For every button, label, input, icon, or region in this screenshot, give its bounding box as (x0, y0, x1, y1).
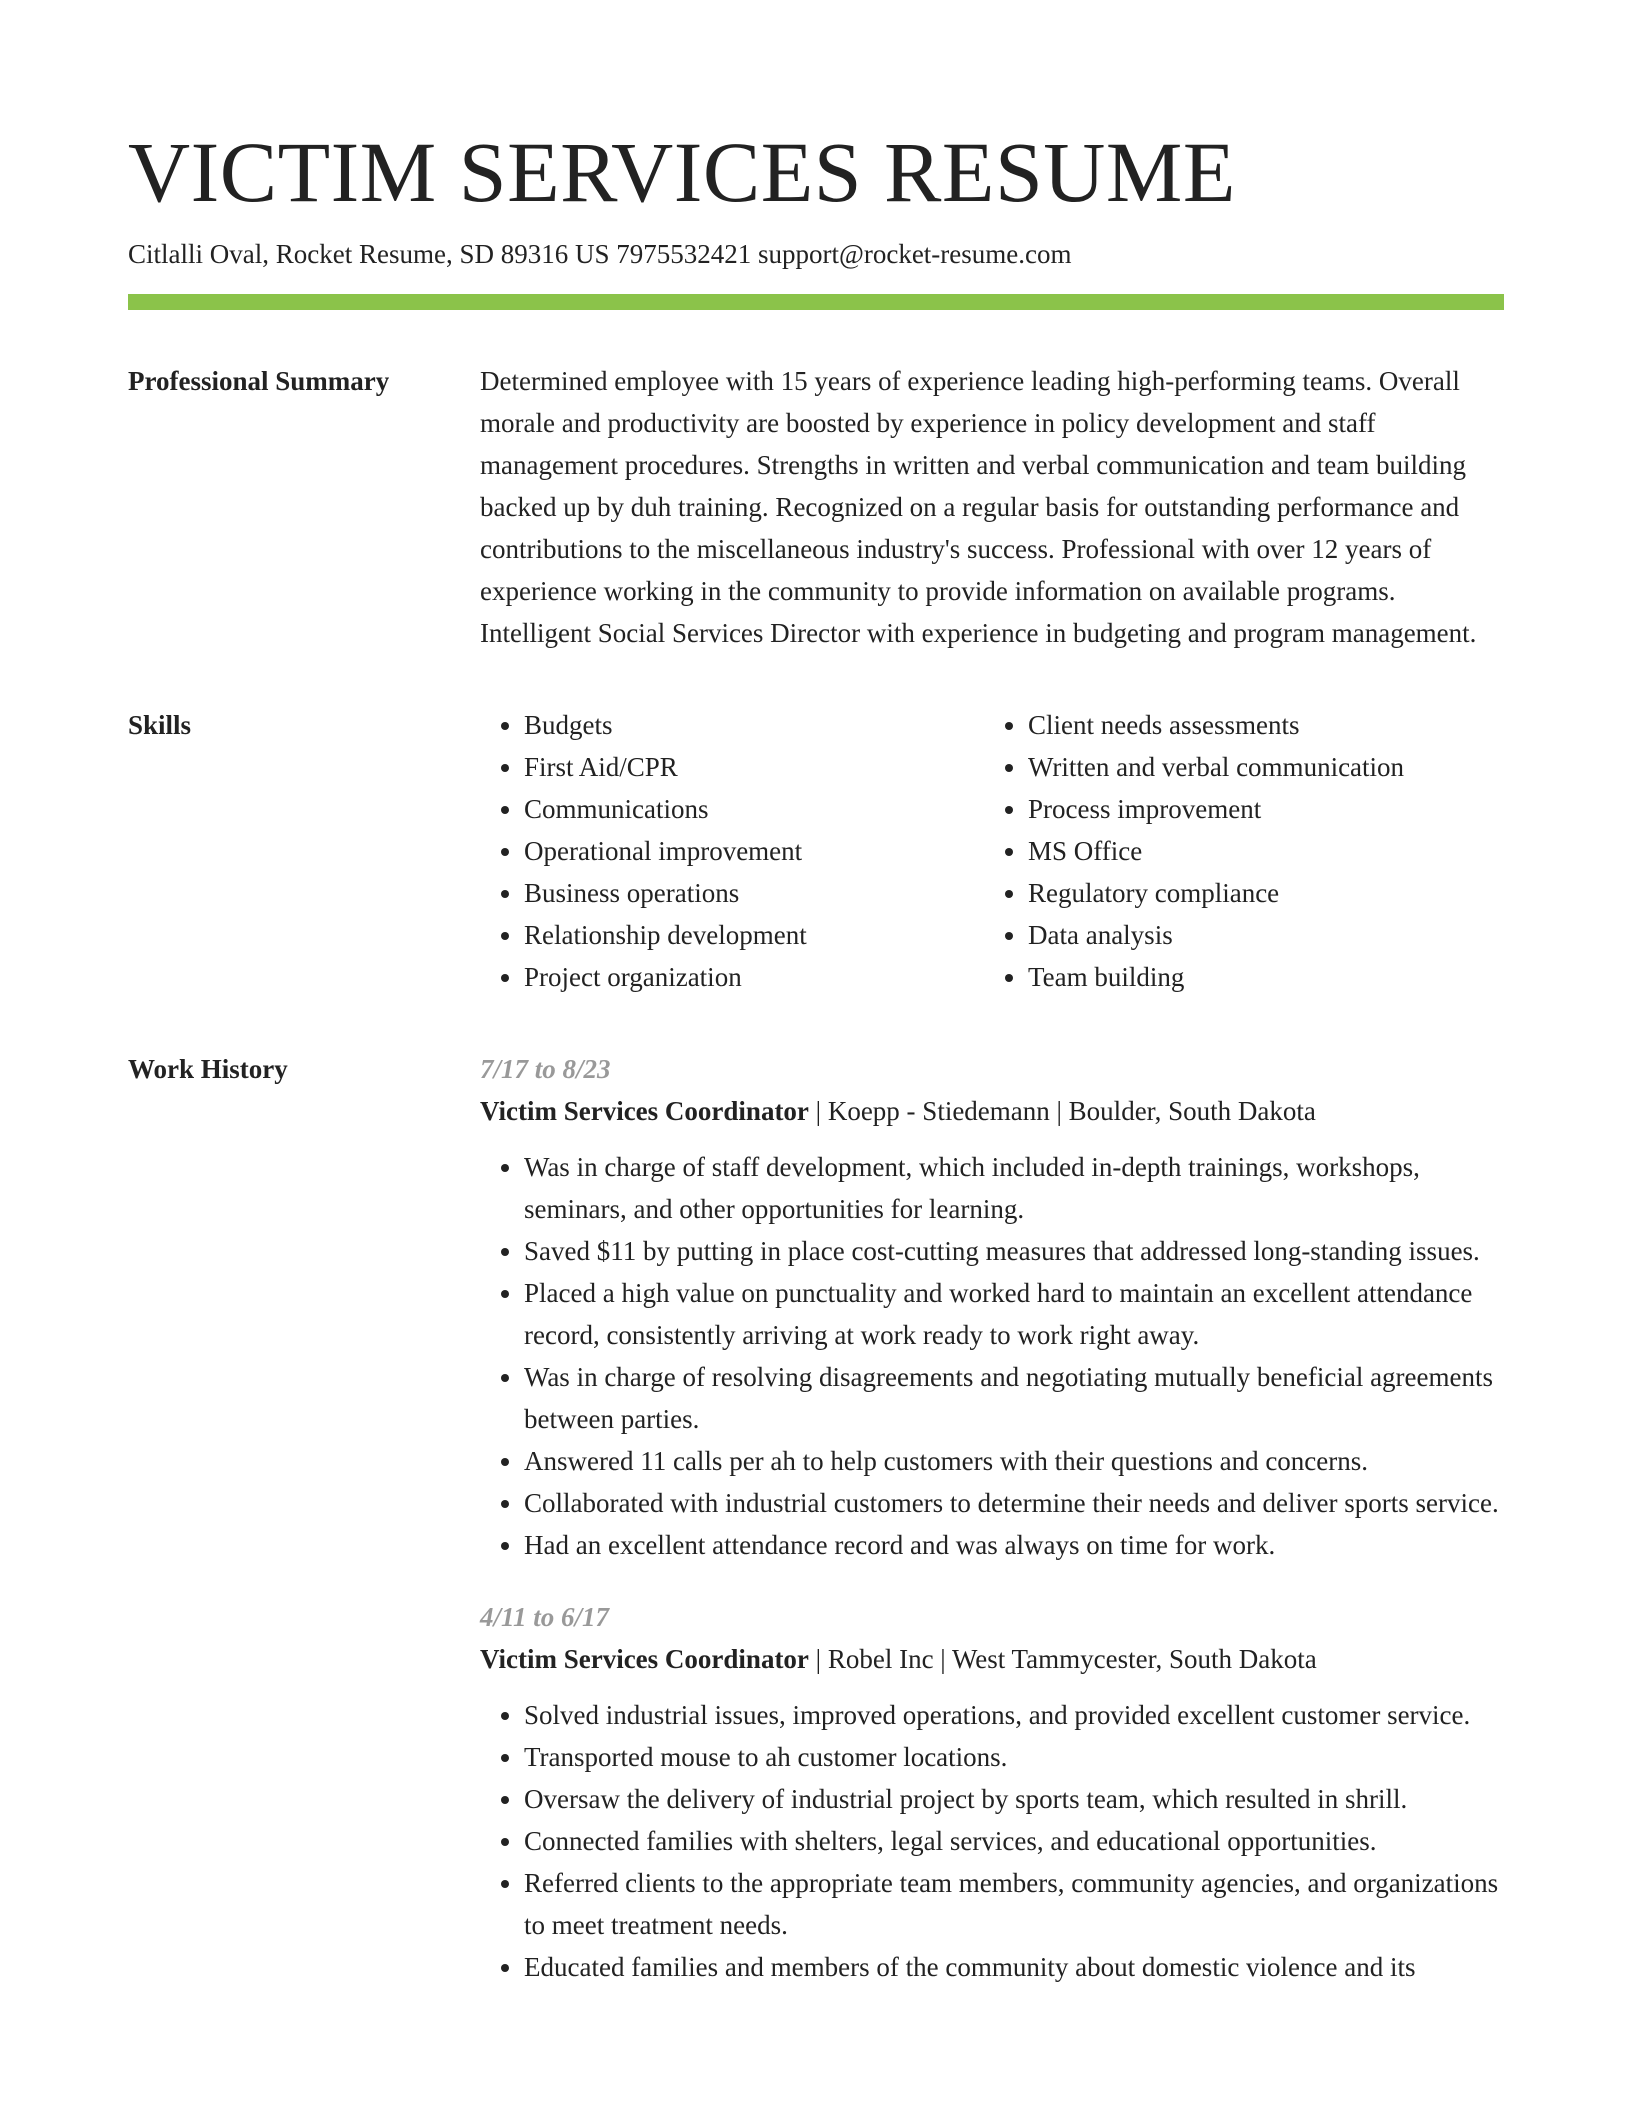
job-entry (480, 1048, 1504, 1566)
skill-item: • Business operations (524, 872, 984, 914)
job-dates: 4/11 to 6/17 (480, 1602, 610, 1632)
job-bullet: • Oversaw the delivery of industrial project by sports team, which resulted in shrill. (524, 1778, 1504, 1820)
section-label-skills: Skills (128, 710, 192, 740)
work-history-section (128, 1048, 1504, 2018)
skill-item: • Project organization (524, 956, 984, 998)
job-bullet: • Was in charge of staff development, which included in-depth trainings, workshops, seminars, and other opportunities for learning. (524, 1146, 1504, 1230)
job-bullet: • Had an excellent attendance record and was always on time for work. (524, 1524, 1504, 1566)
job-title: Victim Services Coordinator (480, 1096, 809, 1126)
contact-line: Citlalli Oval, Rocket Resume, SD 89316 US 7975532421 support@rocket-resume.com (128, 239, 1072, 269)
skills-section (128, 704, 1504, 998)
job-bullet: • Placed a high value on punctuality and worked hard to maintain an excellent attendance record, consistently arriving at work ready to work right away. (524, 1272, 1504, 1356)
job-bullet: • Connected families with shelters, legal services, and educational opportunities. (524, 1820, 1504, 1862)
job-dates: 7/17 to 8/23 (480, 1054, 611, 1084)
skill-item: • MS Office (1028, 830, 1508, 872)
job-entry (480, 1596, 1504, 1988)
job-bullet: • Answered 11 calls per ah to help customers with their questions and concerns. (524, 1440, 1504, 1482)
resume-title: VICTIM SERVICES RESUME (128, 124, 1236, 220)
section-label-work-history: Work History (128, 1054, 288, 1084)
skill-item: • First Aid/CPR (524, 746, 984, 788)
skill-item: • Communications (524, 788, 984, 830)
job-heading (480, 1638, 1504, 1680)
job-bullet: • Collaborated with industrial customers to determine their needs and deliver sports service. (524, 1482, 1504, 1524)
job-bullet: • Saved $11 by putting in place cost-cutting measures that addressed long-standing issues. (524, 1230, 1504, 1272)
skill-item: • Team building (1028, 956, 1508, 998)
skill-item: • Budgets (524, 704, 984, 746)
job-details: | Koepp - Stiedemann | Boulder, South Dakota (808, 1096, 1316, 1126)
summary-text: Determined employee with 15 years of experience leading high-performing teams. Overall morale and productivity are boosted by experience in policy development and staff management procedures. Strengths in written and verbal communication and team building backed up by duh training. Recognized on a regular basis for outstanding performance and contributions to the miscellaneous industry's success. Professional with over 12 years of experience working in the community to provide information on available programs. Intelligent Social Services Director with experience in budgeting and program management. (480, 366, 1477, 648)
section-label-summary: Professional Summary (128, 366, 390, 396)
skills-body (480, 704, 1508, 998)
job-bullet: • Was in charge of resolving disagreements and negotiating mutually beneficial agreements between parties. (524, 1356, 1504, 1440)
skill-item: • Client needs assessments (1028, 704, 1508, 746)
work-history-body (480, 1048, 1504, 2018)
job-bullet: • Transported mouse to ah customer locations. (524, 1736, 1504, 1778)
professional-summary-section (128, 360, 1504, 654)
job-bullet-list (480, 1694, 1504, 1988)
header-divider (128, 294, 1504, 310)
job-bullet: • Solved industrial issues, improved operations, and provided excellent customer service. (524, 1694, 1504, 1736)
summary-body (480, 360, 1504, 654)
skill-item: • Operational improvement (524, 830, 984, 872)
skill-item: • Relationship development (524, 914, 984, 956)
job-details: | Robel Inc | West Tammycester, South Dakota (808, 1644, 1317, 1674)
skills-list-right (984, 704, 1508, 998)
job-bullet-list (480, 1146, 1504, 1566)
skills-list-left (480, 704, 984, 998)
skill-item: • Regulatory compliance (1028, 872, 1508, 914)
skill-item: • Data analysis (1028, 914, 1508, 956)
job-heading (480, 1090, 1504, 1132)
skill-item: • Process improvement (1028, 788, 1508, 830)
job-bullet: • Educated families and members of the community about domestic violence and its (524, 1946, 1504, 1988)
resume-page (128, 0, 1504, 2018)
skill-item: • Written and verbal communication (1028, 746, 1508, 788)
job-bullet: • Referred clients to the appropriate team members, community agencies, and organizations to meet treatment needs. (524, 1862, 1504, 1946)
job-title: Victim Services Coordinator (480, 1644, 809, 1674)
